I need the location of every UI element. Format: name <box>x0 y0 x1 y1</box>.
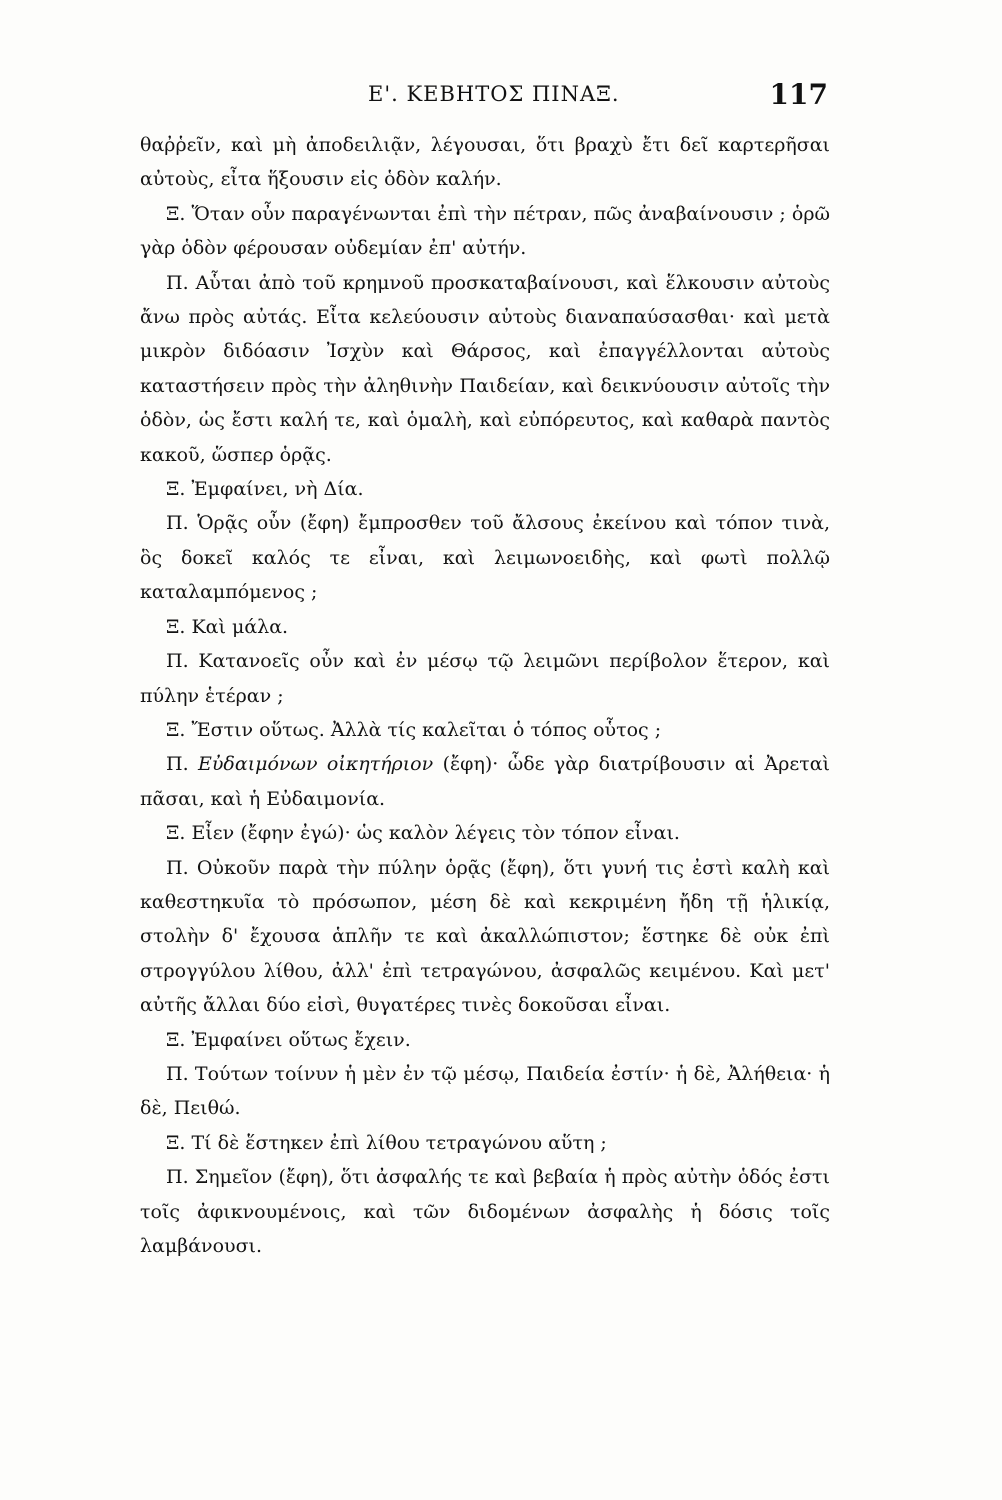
speaker-label: Π. <box>166 512 189 535</box>
speaker-label: Π. <box>166 271 189 294</box>
speaker-label: Π. <box>166 1062 189 1085</box>
speaker-label: Ξ. <box>166 478 186 501</box>
paragraph <box>140 1160 830 1263</box>
paragraph <box>140 644 830 713</box>
italic-phrase: Εὐδαιμόνων οἰκητήριον <box>198 753 434 776</box>
paragraph-text: Ὁρᾷς οὖν (ἔφη) ἔμπροσθεν τοῦ ἄλσους ἐκείνου καὶ τόπον τινὰ, ὃς δοκεῖ καλός τε εἶναι, καὶ λειμωνοειδὴς, καὶ φωτὶ πολλῷ καταλαμπόμενος ; <box>140 512 830 604</box>
paragraph-text: Αὗται ἀπὸ τοῦ κρημνοῦ προσκαταβαίνουσι, καὶ ἕλκουσιν αὐτοὺς ἄνω πρὸς αὐτάς. Εἶτα κελεύουσιν αὐτοὺς διαναπαύσασθαι· καὶ μετὰ μικρὸν διδόασιν Ἰσχὺν καὶ Θάρσος, καὶ ἐπαγγέλλονται αὐτοὺς καταστήσειν πρὸς τὴν ἀληθινὴν Παιδείαν, καὶ δεικνύουσιν αὐτοῖς τὴν ὁδὸν, ὡς ἔστι καλή τε, καὶ ὁμαλὴ, καὶ εὐπόρευτος, καὶ καθαρὰ παντὸς κακοῦ, ὥσπερ ὁρᾷς. <box>140 271 830 466</box>
paragraph-text: (ἔφη)· ὧδε γὰρ διατρίβουσιν αἱ Ἀρεταὶ πᾶσαι, καὶ ἡ Εὐδαιμονία. <box>140 753 831 810</box>
paragraph <box>140 747 830 816</box>
speaker-label: Ξ. <box>166 1131 186 1154</box>
paragraph-text: Τί δὲ ἕστηκεν ἐπὶ λίθου τετραγώνου αὕτη ; <box>191 1131 607 1154</box>
paragraph-text: Ἐμφαίνει οὕτως ἔχειν. <box>191 1028 411 1051</box>
paragraph <box>140 1023 830 1057</box>
paragraph-text: Καὶ μάλα. <box>191 615 289 638</box>
paragraph <box>140 506 830 609</box>
paragraph-text: Ἐμφαίνει, νὴ Δία. <box>191 478 364 501</box>
paragraph <box>140 472 830 506</box>
body-text <box>140 128 830 1263</box>
speaker-label: Ξ. <box>166 822 186 845</box>
speaker-label: Ξ. <box>166 615 186 638</box>
paragraph <box>140 266 830 472</box>
speaker-label: Ξ. <box>166 718 186 741</box>
paragraph-text: Ὅταν οὖν παραγένωνται ἐπὶ τὴν πέτραν, πῶς ἀναβαίνουσιν ; ὁρῶ γὰρ ὁδὸν φέρουσαν οὐδεμίαν ἐπ' αὐτήν. <box>140 202 831 260</box>
paragraph <box>140 713 830 747</box>
speaker-label: Π. <box>166 856 189 879</box>
speaker-label: Π. <box>166 753 189 776</box>
page-header <box>140 78 830 122</box>
speaker-label: Ξ. <box>166 202 186 225</box>
speaker-label: Π. <box>166 650 189 673</box>
speaker-label: Π. <box>166 1166 189 1189</box>
paragraph <box>140 851 830 1023</box>
paragraph-text: Οὐκοῦν παρὰ τὴν πύλην ὁρᾷς (ἔφη), ὅτι γυνή τις ἐστὶ καλὴ καὶ καθεστηκυῖα τὸ πρόσωπον, μέση δὲ καὶ κεκριμένη ἤδη τῇ ἡλικίᾳ, στολὴν δ' ἔχουσα ἁπλῆν τε καὶ ἀκαλλώπιστον; ἕστηκε δὲ οὐκ ἐπὶ στρογγύλου λίθου, ἀλλ' ἐπὶ τετραγώνου, ἀσφαλῶς κειμένου. Καὶ μετ' αὐτῆς ἄλλαι δύο εἰσὶ, θυγατέρες τινὲς δοκοῦσαι εἶναι. <box>140 856 830 1017</box>
paragraph <box>140 816 830 850</box>
paragraph <box>140 610 830 644</box>
paragraph <box>140 1126 830 1160</box>
paragraph-text: Κατανοεῖς οὖν καὶ ἐν μέσῳ τῷ λειμῶνι περίβολον ἕτερον, καὶ πύλην ἑτέραν ; <box>140 650 831 707</box>
running-title: Ε'. ΚΕΒΗΤΟΣ ΠΙΝΑΞ. <box>368 82 620 106</box>
speaker-label: Ξ. <box>166 1028 186 1051</box>
paragraph-text: Ἔστιν οὕτως. Ἀλλὰ τίς καλεῖται ὁ τόπος οὗτος ; <box>191 718 662 741</box>
page-number: 117 <box>769 78 828 111</box>
paragraph-text: Τούτων τοίνυν ἡ μὲν ἐν τῷ μέσῳ, Παιδεία ἐστίν· ἡ δὲ, Ἀλήθεια· ἡ δὲ, Πειθώ. <box>140 1062 831 1120</box>
paragraph-text: θαῤῥεῖν, καὶ μὴ ἀποδειλιᾷν, λέγουσαι, ὅτι βραχὺ ἔτι δεῖ καρτερῆσαι αὐτοὺς, εἶτα ἥξουσιν εἰς ὁδὸν καλήν. <box>140 134 830 191</box>
paragraph-text: Σημεῖον (ἔφη), ὅτι ἀσφαλής τε καὶ βεβαία ἡ πρὸς αὐτὴν ὁδός ἐστι τοῖς ἀφικνουμένοις, καὶ τῶν διδομένων ἀσφαλὴς ἡ δόσις τοῖς λαμβάνουσι. <box>140 1166 830 1257</box>
paragraph <box>140 1057 830 1126</box>
paragraph <box>140 197 830 266</box>
paragraph <box>140 128 830 197</box>
paragraph-text: Εἶεν (ἔφην ἐγώ)· ὡς καλὸν λέγεις τὸν τόπον εἶναι. <box>191 822 680 845</box>
